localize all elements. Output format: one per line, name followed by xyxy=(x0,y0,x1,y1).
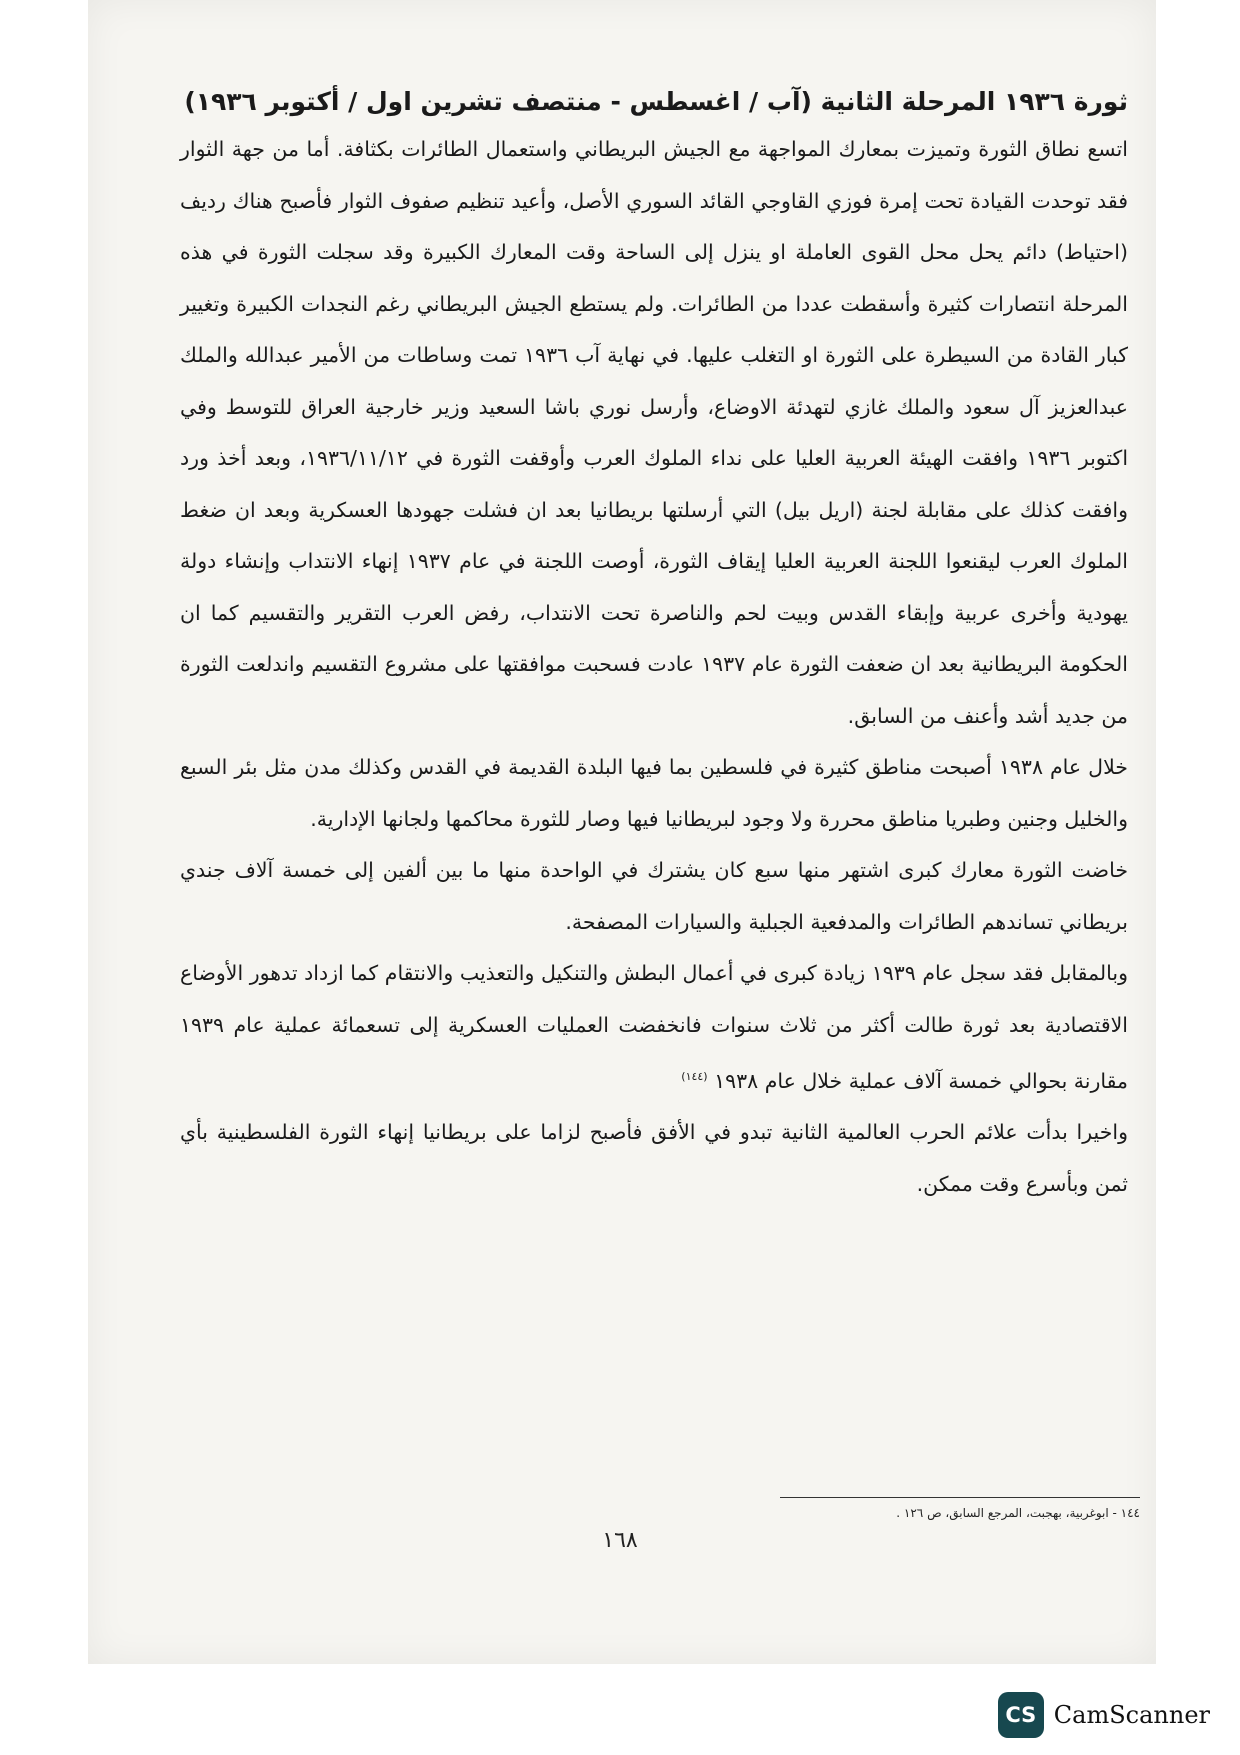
camscanner-brand: CamScanner xyxy=(1053,1701,1210,1729)
section-title: ثورة ١٩٣٦ المرحلة الثانية (آب / اغسطس - منتصف تشرين اول / أكتوبر ١٩٣٦) xyxy=(184,87,1128,116)
footnote: ١٤٤ - ابوغربية، بهجبت، المرجع السابق، ص ١٢٦ . xyxy=(896,1506,1140,1520)
paragraph-3: خاضت الثورة معارك كبرى اشتهر منها سبع كان يشترك في الواحدة منها ما بين ألفين إلى خمسة آلاف جندي بريطاني تساندهم الطائرات والمدفعية الجبلية والسيارات المصفحة. xyxy=(180,858,1128,934)
paragraph-4 xyxy=(180,948,1128,1107)
paragraph-4-text: وبالمقابل فقد سجل عام ١٩٣٩ زيادة كبرى في أعمال البطش والتنكيل والتعذيب والانتقام كما ازداد تدهور الأوضاع الاقتصادية بعد ثورة طالت أكثر من ثلاث سنوات فانخفضت العمليات العسكرية إلى تسعمائة عملية عام ١٩٣٩ مقارنة بحوالي خمسة آلاف عملية خلال عام ١٩٣٨ xyxy=(180,961,1128,1093)
camscanner-watermark xyxy=(998,1690,1210,1740)
paragraph-2: خلال عام ١٩٣٨ أصبحت مناطق كثيرة في فلسطين بما فيها البلدة القديمة في القدس وكذلك مدن مثل بئر السبع والخليل وجنين وطبريا مناطق محررة ولا وجود لبريطانيا فيها وصار للثورة محاكمها ولجانها الإدارية. xyxy=(180,755,1128,831)
page-number: ١٦٨ xyxy=(602,1528,638,1553)
page-content xyxy=(180,82,1128,1210)
footnote-divider xyxy=(780,1497,1140,1498)
scanned-page xyxy=(88,0,1156,1664)
paragraph-5: واخيرا بدأت علائم الحرب العالمية الثانية تبدو في الأفق فأصبح لزاما على بريطانيا إنهاء الثورة الفلسطينية بأي ثمن وبأسرع وقت ممكن. xyxy=(180,1120,1128,1196)
footnote-reference: (١٤٤) xyxy=(681,1070,708,1083)
camscanner-logo-icon: CS xyxy=(998,1692,1044,1738)
paragraph-1: اتسع نطاق الثورة وتميزت بمعارك المواجهة مع الجيش البريطاني واستعمال الطائرات بكثافة. أما من جهة الثوار فقد توحدت القيادة تحت إمرة فوزي القاوجي القائد السوري الأصل، وأعيد تنظيم صفوف الثوار فأصبح هناك رديف (احتياط) دائم يحل محل القوى العاملة او ينزل إلى الساحة وقت المعارك الكبيرة وقد سجلت الثورة في هذه المرحلة انتصارات كثيرة وأسقطت عددا من الطائرات. ولم يستطع الجيش البريطاني رغم النجدات الكبيرة وتغيير كبار القادة من السيطرة على الثورة او التغلب عليها. في نهاية آب ١٩٣٦ تمت وساطات من الأمير عبدالله والملك عبدالعزيز آل سعود والملك غازي لتهدئة الاوضاع، وأرسل نوري باشا السعيد وزير خارجية العراق للتوسط وفي اكتوبر ١٩٣٦ وافقت الهيئة العربية العليا على نداء الملوك العرب وأوقفت الثورة في ١٩٣٦/١١/١٢، وبعد أخذ ورد وافقت كذلك على مقابلة لجنة (اريل بيل) التي أرسلتها بريطانيا بعد ان فشلت جهودها العسكرية وبعد ان ضغط الملوك العرب ليقنعوا اللجنة العربية العليا إيقاف الثورة، أوصت اللجنة في عام ١٩٣٧ إنهاء الانتداب وإنشاء دولة يهودية وأخرى عربية وإبقاء القدس وبيت لحم والناصرة تحت الانتداب، رفض العرب التقرير والتقسيم كما ان الحكومة البريطانية بعد ان ضعفت الثورة عام ١٩٣٧ عادت فسحبت موافقتها على مشروع التقسيم واندلعت الثورة من جديد أشد وأعنف من السابق. xyxy=(180,137,1129,728)
